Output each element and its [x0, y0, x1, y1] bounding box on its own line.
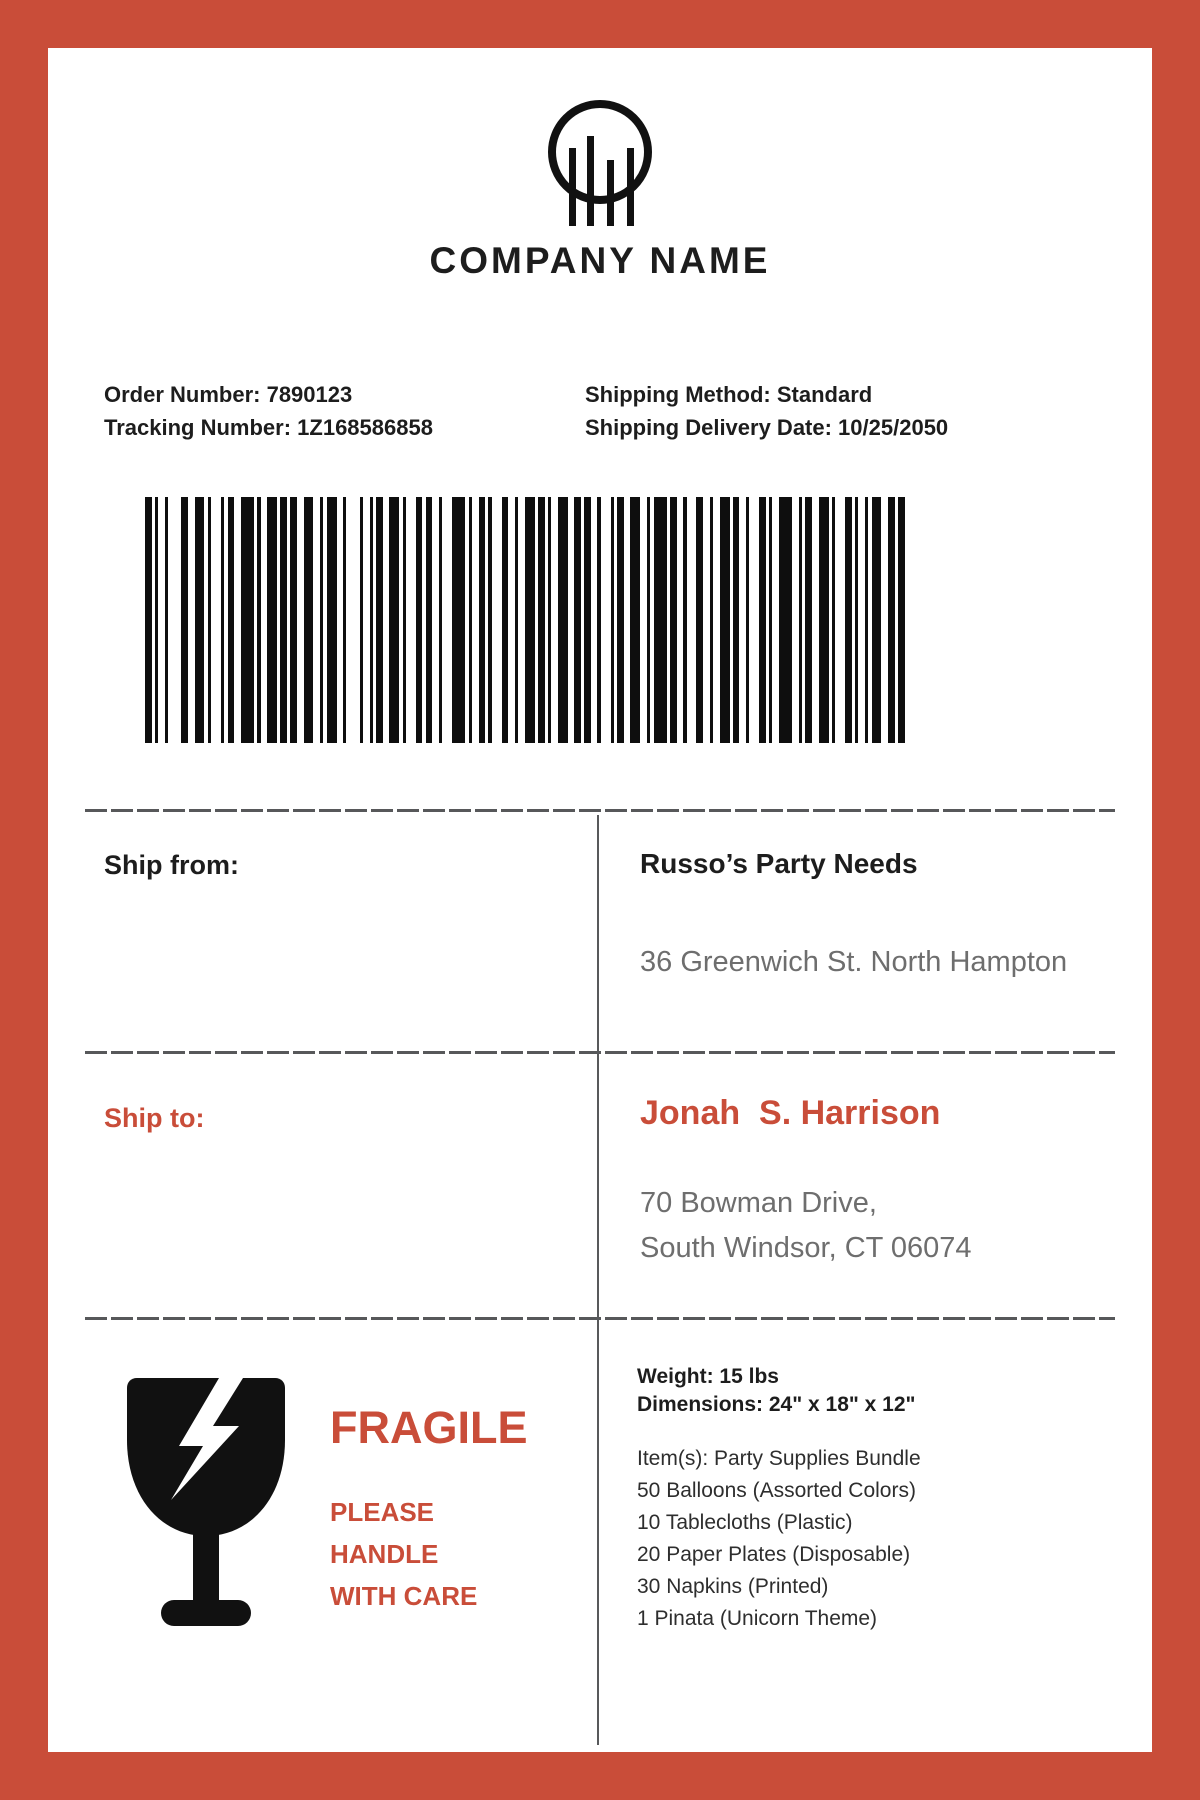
- package-dimensions: Dimensions: 24" x 18" x 12": [637, 1393, 916, 1416]
- barcode-space: [792, 497, 799, 743]
- barcode-bar: [452, 497, 465, 743]
- barcode-bar: [720, 497, 730, 743]
- fragile-note-line-3: WITH CARE: [330, 1581, 478, 1611]
- item-line: 1 Pinata (Unicorn Theme): [637, 1607, 878, 1630]
- fragile-title: FRAGILE: [330, 1402, 528, 1453]
- order-number: Order Number: 7890123: [104, 382, 353, 407]
- barcode-bar: [574, 497, 581, 743]
- item-line: 30 Napkins (Printed): [637, 1575, 829, 1598]
- package-items: [637, 1443, 921, 1635]
- ship-from-label: Ship from:: [104, 850, 239, 880]
- item-line: 50 Balloons (Assorted Colors): [637, 1479, 916, 1502]
- barcode-bar: [696, 497, 703, 743]
- fragile-note-line-1: PLEASE: [330, 1497, 435, 1527]
- barcode-bar: [241, 497, 254, 743]
- barcode-bar: [779, 497, 792, 743]
- tracking-number: Tracking Number: 1Z168586858: [104, 415, 433, 440]
- barcode-space: [297, 497, 304, 743]
- barcode-space: [211, 497, 221, 743]
- barcode-space: [346, 497, 359, 743]
- barcode-bar: [195, 497, 205, 743]
- company-logo-icon: [540, 90, 660, 235]
- barcode: [145, 497, 905, 743]
- barcode-bar: [888, 497, 895, 743]
- barcode-bar: [267, 497, 277, 743]
- shipping-method: Shipping Method: Standard: [585, 382, 873, 407]
- ship-to-name: Jonah S. Harrison: [640, 1094, 941, 1132]
- barcode-bar: [733, 497, 740, 743]
- barcode-space: [406, 497, 416, 743]
- separator: [85, 1051, 1115, 1054]
- ship-from-address: 36 Greenwich St. North Hampton: [640, 946, 1068, 978]
- barcode-space: [881, 497, 888, 743]
- barcode-bar: [805, 497, 812, 743]
- barcode-bar: [670, 497, 677, 743]
- barcode-bar: [617, 497, 624, 743]
- ship-to-address: [640, 1181, 972, 1271]
- barcode-space: [772, 497, 779, 743]
- ship-to-label: Ship to:: [104, 1103, 205, 1133]
- barcode-space: [591, 497, 598, 743]
- barcode-space: [492, 497, 502, 743]
- barcode-space: [337, 497, 344, 743]
- barcode-bar: [525, 497, 535, 743]
- barcode-space: [568, 497, 575, 743]
- barcode-bar: [479, 497, 486, 743]
- barcode-space: [703, 497, 710, 743]
- barcode-space: [188, 497, 195, 743]
- barcode-bar: [872, 497, 882, 743]
- barcode-space: [234, 497, 241, 743]
- barcode-bar: [819, 497, 829, 743]
- barcode-space: [858, 497, 865, 743]
- barcode-bar: [280, 497, 287, 743]
- fragile-note: [330, 1491, 477, 1617]
- barcode-space: [518, 497, 525, 743]
- barcode-bar: [327, 497, 337, 743]
- barcode-space: [677, 497, 684, 743]
- barcode-bar: [584, 497, 591, 743]
- ship-to-address-line-2: South Windsor, CT 06074: [640, 1232, 972, 1264]
- barcode-bar: [845, 497, 852, 743]
- barcode-bar: [145, 497, 152, 743]
- barcode-space: [168, 497, 181, 743]
- barcode-space: [442, 497, 452, 743]
- barcode-space: [158, 497, 165, 743]
- barcode-space: [640, 497, 647, 743]
- barcode-space: [713, 497, 720, 743]
- company-name: COMPANY NAME: [429, 240, 771, 281]
- barcode-space: [749, 497, 759, 743]
- separator: [85, 1317, 1115, 1320]
- barcode-bar: [426, 497, 433, 743]
- barcode-bar: [558, 497, 568, 743]
- barcode-space: [739, 497, 746, 743]
- barcode-space: [624, 497, 631, 743]
- label-sheet: [48, 48, 1152, 1752]
- column-divider: [597, 815, 599, 1745]
- barcode-bar: [654, 497, 667, 743]
- barcode-bar: [759, 497, 766, 743]
- barcode-bar: [304, 497, 314, 743]
- package-specs: [637, 1363, 916, 1419]
- barcode-space: [508, 497, 515, 743]
- order-info: [104, 378, 433, 444]
- separator: [85, 809, 1115, 812]
- barcode-space: [472, 497, 479, 743]
- barcode-bar: [630, 497, 640, 743]
- ship-from-name: Russo’s Party Needs: [640, 848, 918, 879]
- barcode-space: [812, 497, 819, 743]
- barcode-bar: [228, 497, 235, 743]
- barcode-space: [551, 497, 558, 743]
- item-line: 10 Tablecloths (Plastic): [637, 1511, 853, 1534]
- fragile-broken-glass-icon: [127, 1378, 285, 1626]
- barcode-bar: [389, 497, 399, 743]
- barcode-space: [601, 497, 611, 743]
- item-line: 20 Paper Plates (Disposable): [637, 1543, 911, 1566]
- barcode-bar: [181, 497, 188, 743]
- barcode-bar: [416, 497, 423, 743]
- barcode-bar: [290, 497, 297, 743]
- barcode-bar: [538, 497, 545, 743]
- barcode-space: [261, 497, 268, 743]
- package-weight: Weight: 15 lbs: [637, 1365, 779, 1388]
- barcode-bar: [898, 497, 905, 743]
- item-line: Item(s): Party Supplies Bundle: [637, 1447, 921, 1470]
- fragile-note-line-2: HANDLE: [330, 1539, 439, 1569]
- barcode-space: [313, 497, 320, 743]
- barcode-space: [687, 497, 697, 743]
- ship-to-address-line-1: 70 Bowman Drive,: [640, 1187, 877, 1219]
- barcode-space: [363, 497, 370, 743]
- barcode-bar: [376, 497, 383, 743]
- barcode-space: [383, 497, 390, 743]
- delivery-date: Shipping Delivery Date: 10/25/2050: [585, 415, 949, 440]
- shipping-info: [585, 378, 948, 444]
- barcode-bar: [502, 497, 509, 743]
- barcode-space: [835, 497, 845, 743]
- barcode-space: [432, 497, 439, 743]
